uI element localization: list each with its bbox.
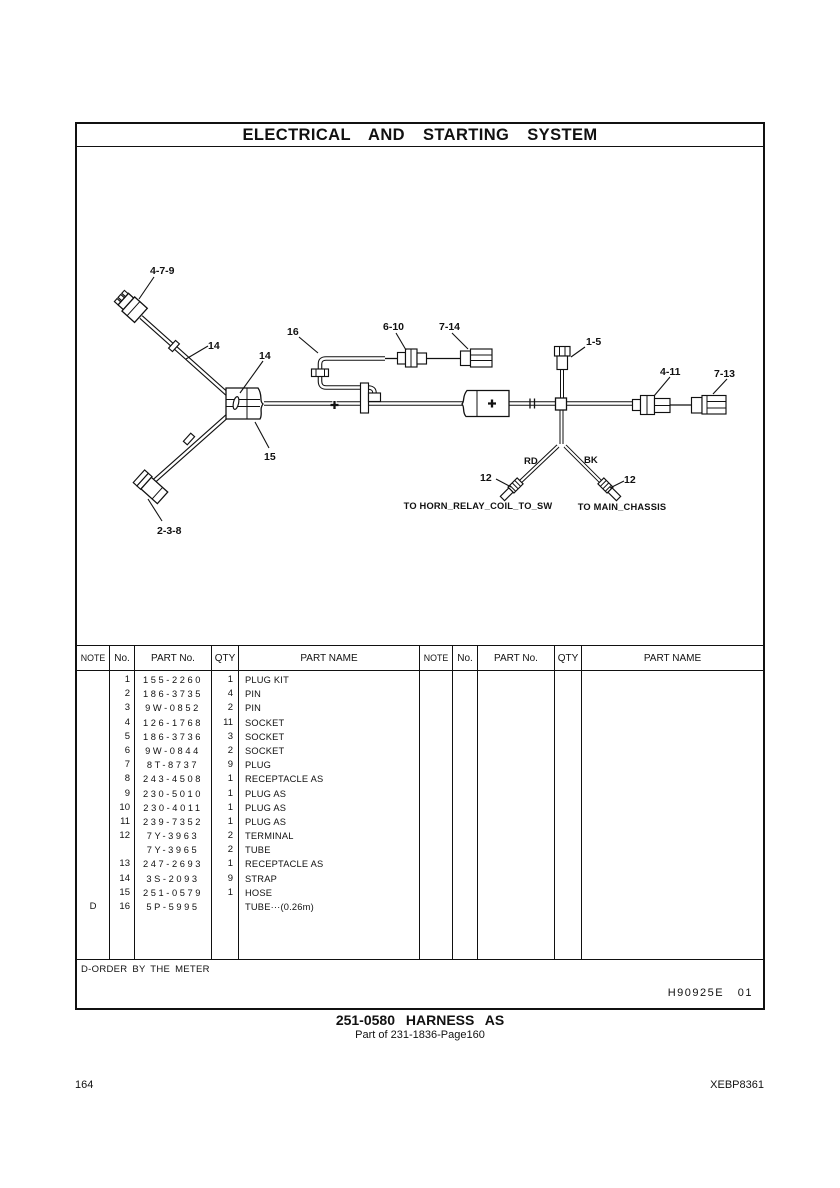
cell-name: PLUG AS bbox=[245, 802, 287, 813]
harness-diagram bbox=[77, 147, 763, 645]
cell-note bbox=[77, 801, 109, 815]
cell-no bbox=[110, 843, 134, 857]
callout-7-13: 7-13 bbox=[714, 368, 736, 380]
column-header-part: PART No. bbox=[135, 646, 212, 670]
cell-note bbox=[77, 673, 109, 687]
tube-elbow-fitting bbox=[369, 393, 381, 402]
callout-7-14: 7-14 bbox=[439, 321, 461, 333]
cell-no: 11 bbox=[120, 815, 130, 827]
cell-name: PLUG AS bbox=[245, 788, 287, 799]
cell-name: RECEPTACLE AS bbox=[245, 774, 324, 785]
column-note bbox=[420, 671, 453, 959]
cell-no: 3 bbox=[124, 702, 130, 714]
cell-no: 14 bbox=[119, 872, 130, 884]
caption-part-subtitle: Part of 231-1836-Page160 bbox=[355, 1029, 485, 1041]
callout-1-5: 1-5 bbox=[586, 336, 602, 348]
parts-table-left bbox=[77, 646, 420, 959]
cell-qty: 1 bbox=[227, 858, 233, 870]
cell-qty: 4 bbox=[227, 688, 233, 700]
content-box bbox=[75, 122, 765, 1010]
cell-note bbox=[77, 872, 109, 886]
wire-label-bk: BK bbox=[584, 455, 598, 466]
cell-part: 7Y-3963 bbox=[146, 831, 200, 842]
cell-no: 10 bbox=[119, 801, 130, 813]
callout-12-left: 12 bbox=[480, 472, 492, 484]
column-part bbox=[478, 671, 555, 959]
cell-name: PLUG bbox=[245, 760, 272, 771]
column-no bbox=[110, 671, 135, 959]
column-header-part: PART No. bbox=[478, 646, 555, 670]
page-number: 164 bbox=[75, 1079, 94, 1091]
cell-qty: 1 bbox=[227, 674, 233, 685]
connector-7-14 bbox=[461, 349, 493, 367]
cell-note bbox=[77, 815, 109, 829]
parts-table bbox=[77, 645, 763, 960]
strap-lower bbox=[183, 433, 194, 445]
column-header-note: NOTE bbox=[420, 646, 453, 670]
cell-no: 13 bbox=[119, 858, 130, 870]
cell-name: SOCKET bbox=[245, 745, 285, 756]
cell-part: 230-4011 bbox=[143, 802, 203, 813]
callout-4-7-9: 4-7-9 bbox=[150, 265, 175, 277]
wrap-block bbox=[462, 391, 509, 417]
cell-note bbox=[77, 701, 109, 715]
cell-note: D bbox=[89, 901, 97, 912]
cell-qty: 2 bbox=[227, 702, 233, 714]
page-title: ELECTRICAL AND STARTING SYSTEM bbox=[242, 125, 598, 144]
cell-note bbox=[77, 843, 109, 857]
cell-part: 251-0579 bbox=[142, 887, 204, 898]
caption bbox=[0, 1012, 840, 1041]
cell-part: 239-7352 bbox=[142, 816, 204, 827]
cell-note bbox=[77, 772, 109, 786]
cell-qty: 2 bbox=[227, 830, 233, 842]
cell-no: 1 bbox=[124, 674, 130, 685]
column-header-name: PART NAME bbox=[643, 652, 702, 664]
cell-no: 15 bbox=[119, 886, 130, 898]
connector-6-10 bbox=[398, 349, 427, 367]
cell-part: 3S-2093 bbox=[146, 873, 200, 884]
grommet bbox=[361, 383, 369, 413]
callout-16: 16 bbox=[287, 326, 299, 338]
connector-7-13 bbox=[692, 396, 727, 415]
cell-qty: 1 bbox=[227, 787, 233, 799]
cell-note bbox=[77, 744, 109, 758]
column-header-note: NOTE bbox=[77, 646, 110, 670]
column-qty bbox=[212, 671, 239, 959]
cell-part: 230-5010 bbox=[142, 788, 204, 799]
cell-name: STRAP bbox=[245, 873, 277, 884]
cell-name: SOCKET bbox=[245, 731, 285, 742]
column-name bbox=[239, 671, 419, 959]
cell-name: SOCKET bbox=[245, 717, 285, 728]
column-qty bbox=[555, 671, 582, 959]
column-header-name: PART NAME bbox=[300, 652, 358, 664]
cell-name: PLUG AS bbox=[245, 816, 287, 827]
cell-no: 7 bbox=[124, 759, 130, 771]
callout-14-block: 14 bbox=[259, 350, 271, 362]
cell-note bbox=[77, 829, 109, 843]
cell-qty: 1 bbox=[227, 886, 233, 898]
cell-no: 4 bbox=[124, 716, 130, 728]
cell-qty: 9 bbox=[227, 759, 233, 771]
column-name bbox=[582, 671, 763, 959]
connector-1-5 bbox=[555, 347, 571, 370]
cell-part: 8T-8737 bbox=[146, 760, 200, 771]
cell-qty: 3 bbox=[227, 730, 233, 742]
cell-note bbox=[77, 716, 109, 730]
column-no bbox=[453, 671, 478, 959]
cell-name: PIN bbox=[245, 689, 262, 700]
callout-12-right: 12 bbox=[624, 474, 636, 486]
cell-no: 2 bbox=[124, 688, 130, 700]
cell-qty: 2 bbox=[227, 744, 233, 756]
page-bottom-row bbox=[75, 1079, 764, 1091]
title-band bbox=[77, 124, 763, 147]
terminal-12-left bbox=[499, 478, 523, 502]
cell-part: 9W-0844 bbox=[145, 745, 201, 756]
column-header-qty: QTY bbox=[212, 646, 239, 670]
cell-part: 126-1768 bbox=[142, 717, 204, 728]
cell-name: PIN bbox=[245, 703, 262, 714]
cell-note bbox=[77, 886, 109, 900]
column-part bbox=[135, 671, 212, 959]
parts-table-right bbox=[420, 646, 763, 959]
callout-6-10: 6-10 bbox=[383, 321, 405, 333]
cell-qty: 11 bbox=[223, 716, 233, 728]
hose-block-15 bbox=[226, 388, 263, 419]
cell-name: TERMINAL bbox=[245, 831, 294, 842]
cell-note bbox=[77, 730, 109, 744]
connector-4-11 bbox=[633, 396, 671, 415]
cell-part: 9W-0852 bbox=[145, 703, 201, 714]
cell-part: 247-2693 bbox=[142, 859, 204, 870]
cell-note bbox=[77, 787, 109, 801]
cell-name: HOSE bbox=[245, 887, 273, 898]
column-header-no: No. bbox=[453, 646, 478, 670]
callout-4-11: 4-11 bbox=[660, 366, 681, 378]
cell-qty: 1 bbox=[227, 773, 233, 785]
wire-label-rd: RD bbox=[524, 456, 538, 467]
tube-clamp bbox=[312, 369, 329, 377]
cell-part: 155-2260 bbox=[142, 675, 204, 685]
cell-note bbox=[77, 758, 109, 772]
cell-name: TUBE···(0.26m) bbox=[245, 902, 314, 912]
cell-qty: 1 bbox=[227, 801, 233, 813]
revision-code: H90925E 01 bbox=[667, 987, 753, 999]
cell-no: 6 bbox=[124, 744, 130, 756]
callout-14-upper: 14 bbox=[208, 340, 220, 352]
cell-part: 186-3736 bbox=[142, 731, 204, 742]
cell-part: 7Y-3965 bbox=[146, 845, 200, 856]
cell-no: 16 bbox=[119, 901, 130, 912]
cell-part: 186-3735 bbox=[142, 689, 204, 700]
cell-qty bbox=[212, 900, 238, 914]
cell-qty: 9 bbox=[227, 872, 233, 884]
cell-part: 243-4508 bbox=[142, 774, 204, 785]
form-number: XEBP8361 bbox=[710, 1079, 764, 1091]
cell-qty: 2 bbox=[227, 844, 233, 856]
cell-no: 12 bbox=[119, 830, 130, 842]
cell-name: RECEPTACLE AS bbox=[245, 859, 324, 870]
callout-15: 15 bbox=[264, 451, 276, 463]
cell-no: 9 bbox=[124, 787, 130, 799]
column-header-qty: QTY bbox=[555, 646, 582, 670]
cell-no: 5 bbox=[124, 730, 130, 742]
column-header-no: No. bbox=[110, 646, 135, 670]
junction-square bbox=[556, 398, 567, 410]
cell-qty: 1 bbox=[227, 815, 233, 827]
cell-no: 8 bbox=[124, 773, 130, 785]
cell-part: 5P-5995 bbox=[146, 902, 200, 912]
cell-note bbox=[77, 857, 109, 871]
table-footer-band bbox=[77, 960, 763, 1008]
harness-diagram-svg bbox=[77, 147, 767, 645]
column-note bbox=[77, 671, 110, 959]
cell-name: PLUG KIT bbox=[245, 675, 289, 685]
callout-2-3-8: 2-3-8 bbox=[157, 525, 182, 537]
terminal-12-right bbox=[598, 478, 622, 502]
destination-horn-relay: TO HORN_RELAY_COIL_TO_SW bbox=[403, 501, 553, 511]
cell-note bbox=[77, 687, 109, 701]
note-legend: D-ORDER BY THE METER bbox=[81, 964, 210, 975]
cell-name: TUBE bbox=[245, 845, 271, 856]
caption-part-title: 251-0580 HARNESS AS bbox=[335, 1012, 505, 1028]
destination-main-chassis: TO MAIN_CHASSIS bbox=[577, 502, 667, 512]
